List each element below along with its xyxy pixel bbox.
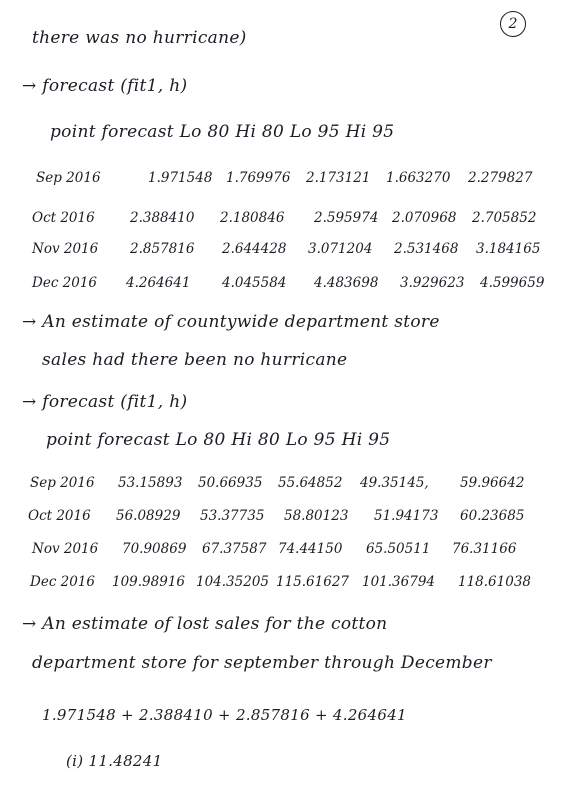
table2-cell: Dec 2016 [30,574,96,590]
estimate-heading-1-cont: sales had there been no hurricane [42,350,348,370]
estimate-heading-2: → An estimate of lost sales for the cotton [22,614,388,634]
table2-cell: Sep 2016 [30,475,95,491]
table2-cell: 115.61627 [276,574,350,590]
table1-cell: 4.599659 [480,275,545,291]
table1-cell: 1.971548 [148,170,213,186]
table1-cell: 4.483698 [314,275,379,291]
estimate-heading-2-cont: department store for september through December [32,653,492,673]
table2-cell: 59.96642 [460,475,525,491]
table1-cell: 2.857816 [130,241,195,257]
table1-cell: 2.070968 [392,210,457,226]
table2-cell: 109.98916 [112,574,186,590]
table1-cell: 1.663270 [386,170,451,186]
table2-cell: 53.15893 [118,475,183,491]
table2-cell: 60.23685 [460,508,525,524]
table1-header: point forecast Lo 80 Hi 80 Lo 95 Hi 95 [50,122,395,142]
sum-result: (i) 11.48241 [66,752,163,770]
table2-cell: 51.94173 [374,508,439,524]
table2-cell: 74.44150 [278,541,343,557]
table2-cell: 104.35205 [196,574,270,590]
table2-cell: Nov 2016 [32,541,99,557]
table2-cell: 56.08929 [116,508,181,524]
table2-cell: 67.37587 [202,541,267,557]
table2-cell: 76.31166 [452,541,517,557]
table2-cell: 58.80123 [284,508,349,524]
table1-cell: Sep 2016 [36,170,101,186]
table1-cell: 3.071204 [308,241,373,257]
table2-cell: 49.35145, [360,475,429,491]
table1-cell: Oct 2016 [32,210,95,226]
table2-cell: Oct 2016 [28,508,91,524]
table2-header: point forecast Lo 80 Hi 80 Lo 95 Hi 95 [46,430,391,450]
table2-cell: 50.66935 [198,475,263,491]
table1-cell: 2.595974 [314,210,379,226]
table2-cell: 101.36794 [362,574,436,590]
table2-cell: 118.61038 [458,574,532,590]
table1-cell: 1.769976 [226,170,291,186]
table1-cell: Nov 2016 [32,241,99,257]
text-line-1: there was no hurricane) [32,28,247,48]
forecast-command-1: → forecast (fit1, h) [22,76,188,96]
table2-cell: 65.50511 [366,541,431,557]
table1-cell: 2.173121 [306,170,371,186]
table2-cell: 55.64852 [278,475,343,491]
table1-cell: 2.279827 [468,170,533,186]
table1-cell: 2.705852 [472,210,537,226]
table1-cell: 2.644428 [222,241,287,257]
table1-cell: 3.929623 [400,275,465,291]
table1-cell: 2.388410 [130,210,195,226]
page-number: 2 [500,11,526,37]
table1-cell: 4.045584 [222,275,287,291]
estimate-heading-1: → An estimate of countywide department store [22,312,440,332]
forecast-command-2: → forecast (fit1, h) [22,392,188,412]
table1-cell: 2.531468 [394,241,459,257]
table1-cell: Dec 2016 [32,275,98,291]
sum-expression: 1.971548 + 2.388410 + 2.857816 + 4.264641 [42,706,407,724]
table1-cell: 4.264641 [126,275,191,291]
table1-cell: 2.180846 [220,210,285,226]
table2-cell: 53.37735 [200,508,265,524]
table2-cell: 70.90869 [122,541,187,557]
table1-cell: 3.184165 [476,241,541,257]
